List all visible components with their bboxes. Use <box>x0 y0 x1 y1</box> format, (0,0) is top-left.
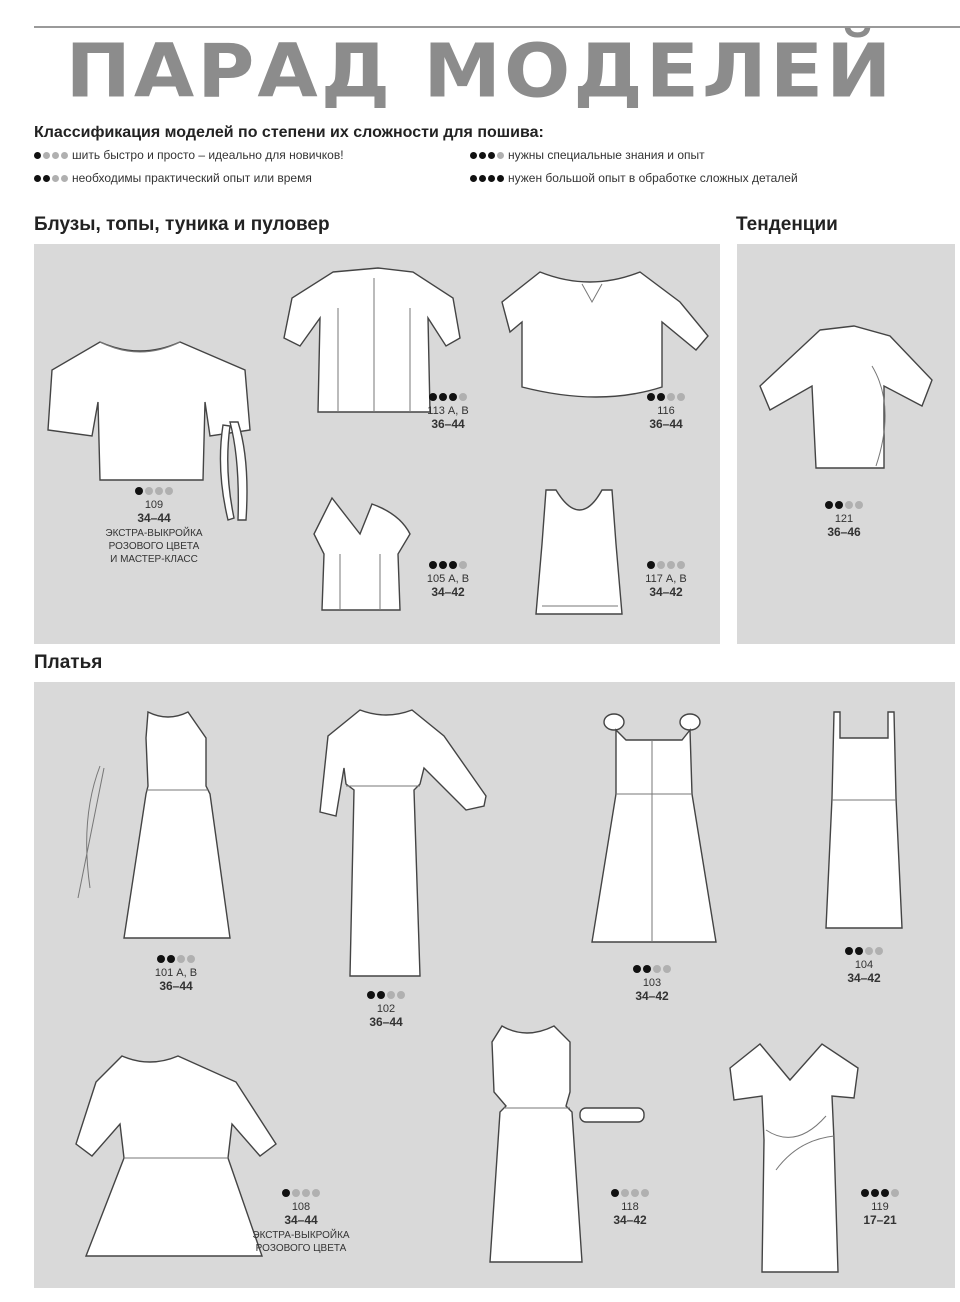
empty-dot-icon <box>145 487 153 495</box>
difficulty-dots <box>647 561 685 569</box>
pullover-icon[interactable] <box>500 262 710 412</box>
model-number: 109 <box>144 499 164 511</box>
filled-dot-icon <box>488 152 495 159</box>
empty-dot-icon <box>653 965 661 973</box>
empty-dot-icon <box>663 965 671 973</box>
empty-dot-icon <box>387 991 395 999</box>
model-101[interactable] <box>136 954 216 993</box>
difficulty-dots <box>825 501 863 509</box>
filled-dot-icon <box>871 1189 879 1197</box>
model-121[interactable] <box>804 500 884 539</box>
filled-dot-icon <box>167 955 175 963</box>
legend-text: нужен большой опыт в обработке сложных деталей <box>508 171 798 185</box>
empty-dot-icon <box>667 393 675 401</box>
model-sizes: 17–21 <box>863 1213 897 1227</box>
filled-dot-icon <box>633 965 641 973</box>
difficulty-dots <box>34 175 68 182</box>
long-sleeve-dress-icon[interactable] <box>316 706 496 986</box>
model-105[interactable] <box>408 560 488 599</box>
legend-text: нужны специальные знания и опыт <box>508 148 705 162</box>
model-number: 117 А, В <box>645 573 687 585</box>
filled-dot-icon <box>439 561 447 569</box>
empty-dot-icon <box>61 175 68 182</box>
page-title: ПАРАД МОДЕЛЕЙ <box>65 29 895 115</box>
empty-dot-icon <box>657 561 665 569</box>
note-line: ЭКСТРА-ВЫКРОЙКА <box>252 1230 350 1241</box>
filled-dot-icon <box>429 561 437 569</box>
empty-dot-icon <box>621 1189 629 1197</box>
filled-dot-icon <box>157 955 165 963</box>
model-sizes: 36–44 <box>369 1015 403 1029</box>
filled-dot-icon <box>470 175 477 182</box>
model-number: 103 <box>642 977 662 989</box>
difficulty-dots <box>647 393 685 401</box>
model-sizes: 34–42 <box>613 1213 647 1227</box>
model-number: 118 <box>621 1201 639 1213</box>
empty-dot-icon <box>43 152 50 159</box>
filled-dot-icon <box>367 991 375 999</box>
legend-heading: Классификация моделей по степени их сложности для пошива: <box>34 124 544 141</box>
difficulty-dots <box>611 1189 649 1197</box>
difficulty-dots <box>367 991 405 999</box>
tank-top-icon[interactable] <box>530 484 630 622</box>
filled-dot-icon <box>377 991 385 999</box>
empty-dot-icon <box>865 947 873 955</box>
model-116[interactable] <box>626 392 706 431</box>
filled-dot-icon <box>825 501 833 509</box>
model-118[interactable] <box>590 1188 670 1227</box>
difficulty-dots <box>282 1189 320 1197</box>
strap-dress-icon[interactable] <box>586 710 726 950</box>
empty-dot-icon <box>459 393 467 401</box>
sleeveless-dress-icon[interactable] <box>60 708 240 948</box>
model-108[interactable] <box>236 1188 366 1255</box>
empty-dot-icon <box>641 1189 649 1197</box>
filled-dot-icon <box>647 561 655 569</box>
empty-dot-icon <box>397 991 405 999</box>
filled-dot-icon <box>855 947 863 955</box>
model-number: 104 <box>854 959 874 971</box>
empty-dot-icon <box>61 152 68 159</box>
difficulty-dots <box>633 965 671 973</box>
model-note <box>74 527 234 566</box>
empty-dot-icon <box>312 1189 320 1197</box>
model-number: 119 <box>871 1201 889 1213</box>
section-title-trends: Тенденции <box>736 214 838 235</box>
empty-dot-icon <box>845 501 853 509</box>
empty-dot-icon <box>302 1189 310 1197</box>
filled-dot-icon <box>488 175 495 182</box>
filled-dot-icon <box>449 393 457 401</box>
empty-dot-icon <box>52 152 59 159</box>
empty-dot-icon <box>891 1189 899 1197</box>
empty-dot-icon <box>855 501 863 509</box>
empty-dot-icon <box>677 393 685 401</box>
model-103[interactable] <box>612 964 692 1003</box>
difficulty-dots <box>429 561 467 569</box>
model-number: 102 <box>376 1003 396 1015</box>
empty-dot-icon <box>497 152 504 159</box>
filled-dot-icon <box>657 393 665 401</box>
empty-dot-icon <box>292 1189 300 1197</box>
model-113[interactable] <box>408 392 488 431</box>
legend-level-1 <box>34 148 344 162</box>
model-sizes: 36–44 <box>431 417 465 431</box>
empty-dot-icon <box>677 561 685 569</box>
filled-dot-icon <box>43 175 50 182</box>
model-sizes: 36–44 <box>159 979 193 993</box>
model-119[interactable] <box>840 1188 920 1227</box>
filled-dot-icon <box>835 501 843 509</box>
filled-dot-icon <box>449 561 457 569</box>
section-title-dresses: Платья <box>34 652 103 673</box>
empty-dot-icon <box>52 175 59 182</box>
empty-dot-icon <box>155 487 163 495</box>
difficulty-dots <box>845 947 883 955</box>
filled-dot-icon <box>479 175 486 182</box>
section-title-blouses: Блузы, топы, туника и пуловер <box>34 214 330 235</box>
filled-dot-icon <box>611 1189 619 1197</box>
model-sizes: 36–46 <box>827 525 861 539</box>
model-sizes: 34–42 <box>847 971 881 985</box>
model-117[interactable] <box>626 560 706 599</box>
filled-dot-icon <box>135 487 143 495</box>
legend-level-3 <box>470 148 705 162</box>
sheath-dress-icon[interactable] <box>818 708 910 936</box>
wrap-dress-icon[interactable] <box>726 1040 866 1280</box>
model-number: 121 <box>834 513 854 525</box>
empty-dot-icon <box>177 955 185 963</box>
difficulty-dots <box>157 955 195 963</box>
model-number: 105 А, В <box>426 573 470 585</box>
model-sizes: 34–44 <box>284 1213 318 1227</box>
difficulty-dots <box>429 393 467 401</box>
filled-dot-icon <box>647 393 655 401</box>
cap-sleeve-dress-icon[interactable] <box>484 1022 654 1270</box>
model-note <box>236 1229 366 1255</box>
tunic-icon[interactable] <box>756 326 940 476</box>
difficulty-dots <box>861 1189 899 1197</box>
filled-dot-icon <box>34 152 41 159</box>
model-sizes: 36–44 <box>649 417 683 431</box>
model-sizes: 34–44 <box>137 511 171 525</box>
model-number: 108 <box>291 1201 311 1213</box>
note-line: РОЗОВОГО ЦВЕТА <box>108 541 200 552</box>
filled-dot-icon <box>845 947 853 955</box>
model-number: 101 А, В <box>154 967 198 979</box>
note-line: И МАСТЕР-КЛАСС <box>110 554 198 565</box>
empty-dot-icon <box>667 561 675 569</box>
difficulty-dots <box>470 152 504 159</box>
legend-level-2 <box>34 171 312 185</box>
difficulty-dots <box>470 175 504 182</box>
filled-dot-icon <box>479 152 486 159</box>
empty-dot-icon <box>875 947 883 955</box>
filled-dot-icon <box>429 393 437 401</box>
empty-dot-icon <box>187 955 195 963</box>
model-number: 113 А, В <box>427 405 469 417</box>
difficulty-dots <box>135 487 173 495</box>
model-sizes: 34–42 <box>635 989 669 1003</box>
model-104[interactable] <box>824 946 904 985</box>
empty-dot-icon <box>631 1189 639 1197</box>
model-102[interactable] <box>346 990 426 1029</box>
filled-dot-icon <box>881 1189 889 1197</box>
legend-text: необходимы практический опыт или время <box>72 171 312 185</box>
filled-dot-icon <box>861 1189 869 1197</box>
filled-dot-icon <box>470 152 477 159</box>
difficulty-dots <box>34 152 68 159</box>
model-109[interactable] <box>74 486 234 566</box>
empty-dot-icon <box>165 487 173 495</box>
model-sizes: 34–42 <box>431 585 465 599</box>
legend-text: шить быстро и просто – идеально для новичков! <box>72 148 344 162</box>
filled-dot-icon <box>497 175 504 182</box>
legend-level-4 <box>470 171 798 185</box>
filled-dot-icon <box>439 393 447 401</box>
note-line: РОЗОВОГО ЦВЕТА <box>255 1243 347 1254</box>
model-number: 116 <box>657 405 675 417</box>
model-sizes: 34–42 <box>649 585 683 599</box>
filled-dot-icon <box>34 175 41 182</box>
filled-dot-icon <box>643 965 651 973</box>
wrap-top-icon[interactable] <box>310 494 420 614</box>
empty-dot-icon <box>459 561 467 569</box>
note-line: ЭКСТРА-ВЫКРОЙКА <box>105 528 203 539</box>
filled-dot-icon <box>282 1189 290 1197</box>
